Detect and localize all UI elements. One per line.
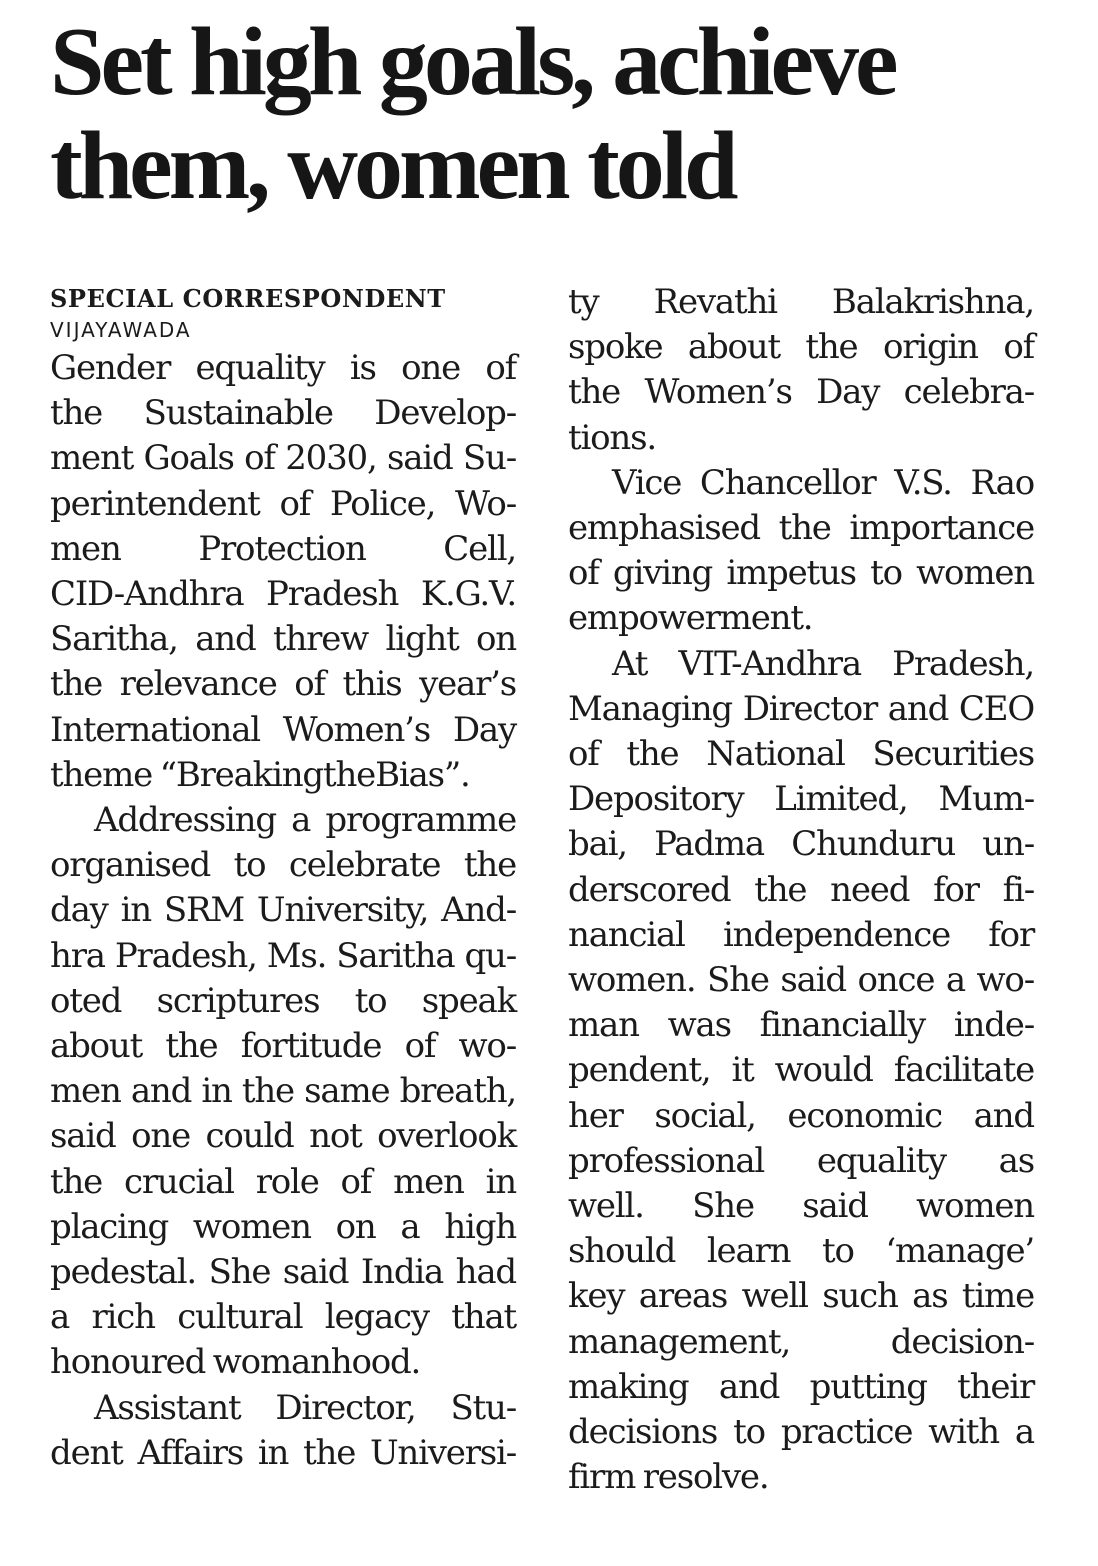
article-line: Depository Limited, Mum-	[568, 779, 1034, 820]
article-line: Gender equality is one of	[50, 348, 516, 388]
article-line: dent Affairs in the Universi-	[50, 1432, 516, 1473]
article-line: management, decision-	[568, 1321, 1034, 1362]
article-paragraph	[568, 280, 1034, 461]
article-column-left	[50, 280, 516, 1476]
article-line: decisions to practice with a	[568, 1412, 1034, 1453]
article-line: oted scriptures to speak	[50, 980, 516, 1021]
article-line: Vice Chancellor V.S. Rao	[612, 462, 1034, 503]
article-line: placing women on a high	[50, 1206, 516, 1247]
article-line: pedestal. She said India had	[50, 1252, 516, 1293]
right-column-body	[568, 280, 1034, 1500]
article-line: pendent, it would facilitate	[568, 1050, 1034, 1091]
article-line: professional equality as	[568, 1140, 1034, 1181]
article-paragraph	[568, 461, 1034, 642]
article-line: the Sustainable Develop-	[50, 393, 516, 434]
article-line: a rich cultural legacy that	[50, 1297, 516, 1338]
article-line: At VIT-Andhra Pradesh,	[612, 643, 1034, 684]
article-line: Assistant Director, Stu-	[94, 1387, 516, 1428]
article-paragraph	[50, 798, 516, 1386]
article-line: organised to celebrate the	[50, 845, 516, 886]
article-line: should learn to ‘manage’	[568, 1231, 1034, 1272]
article-paragraph	[568, 642, 1034, 1501]
article-line: of the National Securities	[568, 734, 1034, 775]
article-line: bai, Padma Chunduru un-	[568, 824, 1034, 865]
article-line: perintendent of Police, Wo-	[50, 483, 516, 524]
article-line: honoured womanhood.	[50, 1342, 421, 1383]
article-paragraph	[50, 1386, 516, 1476]
article-line: firm resolve.	[568, 1457, 769, 1498]
article-line: key areas well such as time	[568, 1276, 1034, 1317]
byline: SPECIAL CORRESPONDENT	[50, 284, 446, 313]
article-line: emphasised the importance	[568, 508, 1034, 549]
article-line: women. She said once a wo-	[568, 960, 1034, 1001]
article-line: tions.	[568, 417, 656, 458]
article-line: her social, economic and	[568, 1095, 1034, 1136]
article-line: International Women’s Day	[50, 709, 516, 750]
article-column-right	[568, 280, 1034, 1500]
article-line: Saritha, and threw light on	[50, 619, 516, 660]
article-line: Managing Director and CEO	[568, 688, 1034, 729]
article-line: said one could not overlook	[50, 1116, 516, 1157]
article-line: the crucial role of men in	[50, 1161, 516, 1202]
article-line: men and in the same breath,	[50, 1071, 516, 1112]
article-line: hra Pradesh, Ms. Saritha qu-	[50, 935, 516, 976]
article-line: well. She said women	[568, 1186, 1034, 1227]
article-line: day in SRM University, And-	[50, 890, 516, 931]
article-line: making and putting their	[568, 1366, 1034, 1407]
article-line: CID-Andhra Pradesh K.G.V.	[50, 574, 516, 615]
article-line: the relevance of this year’s	[50, 664, 516, 705]
article-line: nancial independence for	[568, 914, 1034, 955]
article-line: men Protection Cell,	[50, 528, 516, 569]
article-line: derscored the need for fi-	[568, 869, 1034, 910]
article-line: of giving impetus to women	[568, 553, 1034, 594]
article-line: empowerment.	[568, 598, 813, 639]
article-line: ty Revathi Balakrishna,	[568, 282, 1034, 322]
left-column-body	[50, 346, 516, 1476]
article-line: ment Goals of 2030, said Su-	[50, 438, 516, 479]
article-line: the Women’s Day celebra-	[568, 372, 1034, 413]
article-line: spoke about the origin of	[568, 327, 1034, 368]
article-line: about the fortitude of wo-	[50, 1026, 516, 1067]
article-line: theme “BreakingtheBias”.	[50, 754, 470, 795]
article-paragraph	[50, 346, 516, 798]
headline: Set high goals, achieve them, women told	[50, 8, 895, 220]
article-line: man was financially inde-	[568, 1005, 1034, 1046]
dateline: VIJAYAWADA	[50, 318, 192, 342]
article-line: Addressing a programme	[94, 800, 516, 841]
